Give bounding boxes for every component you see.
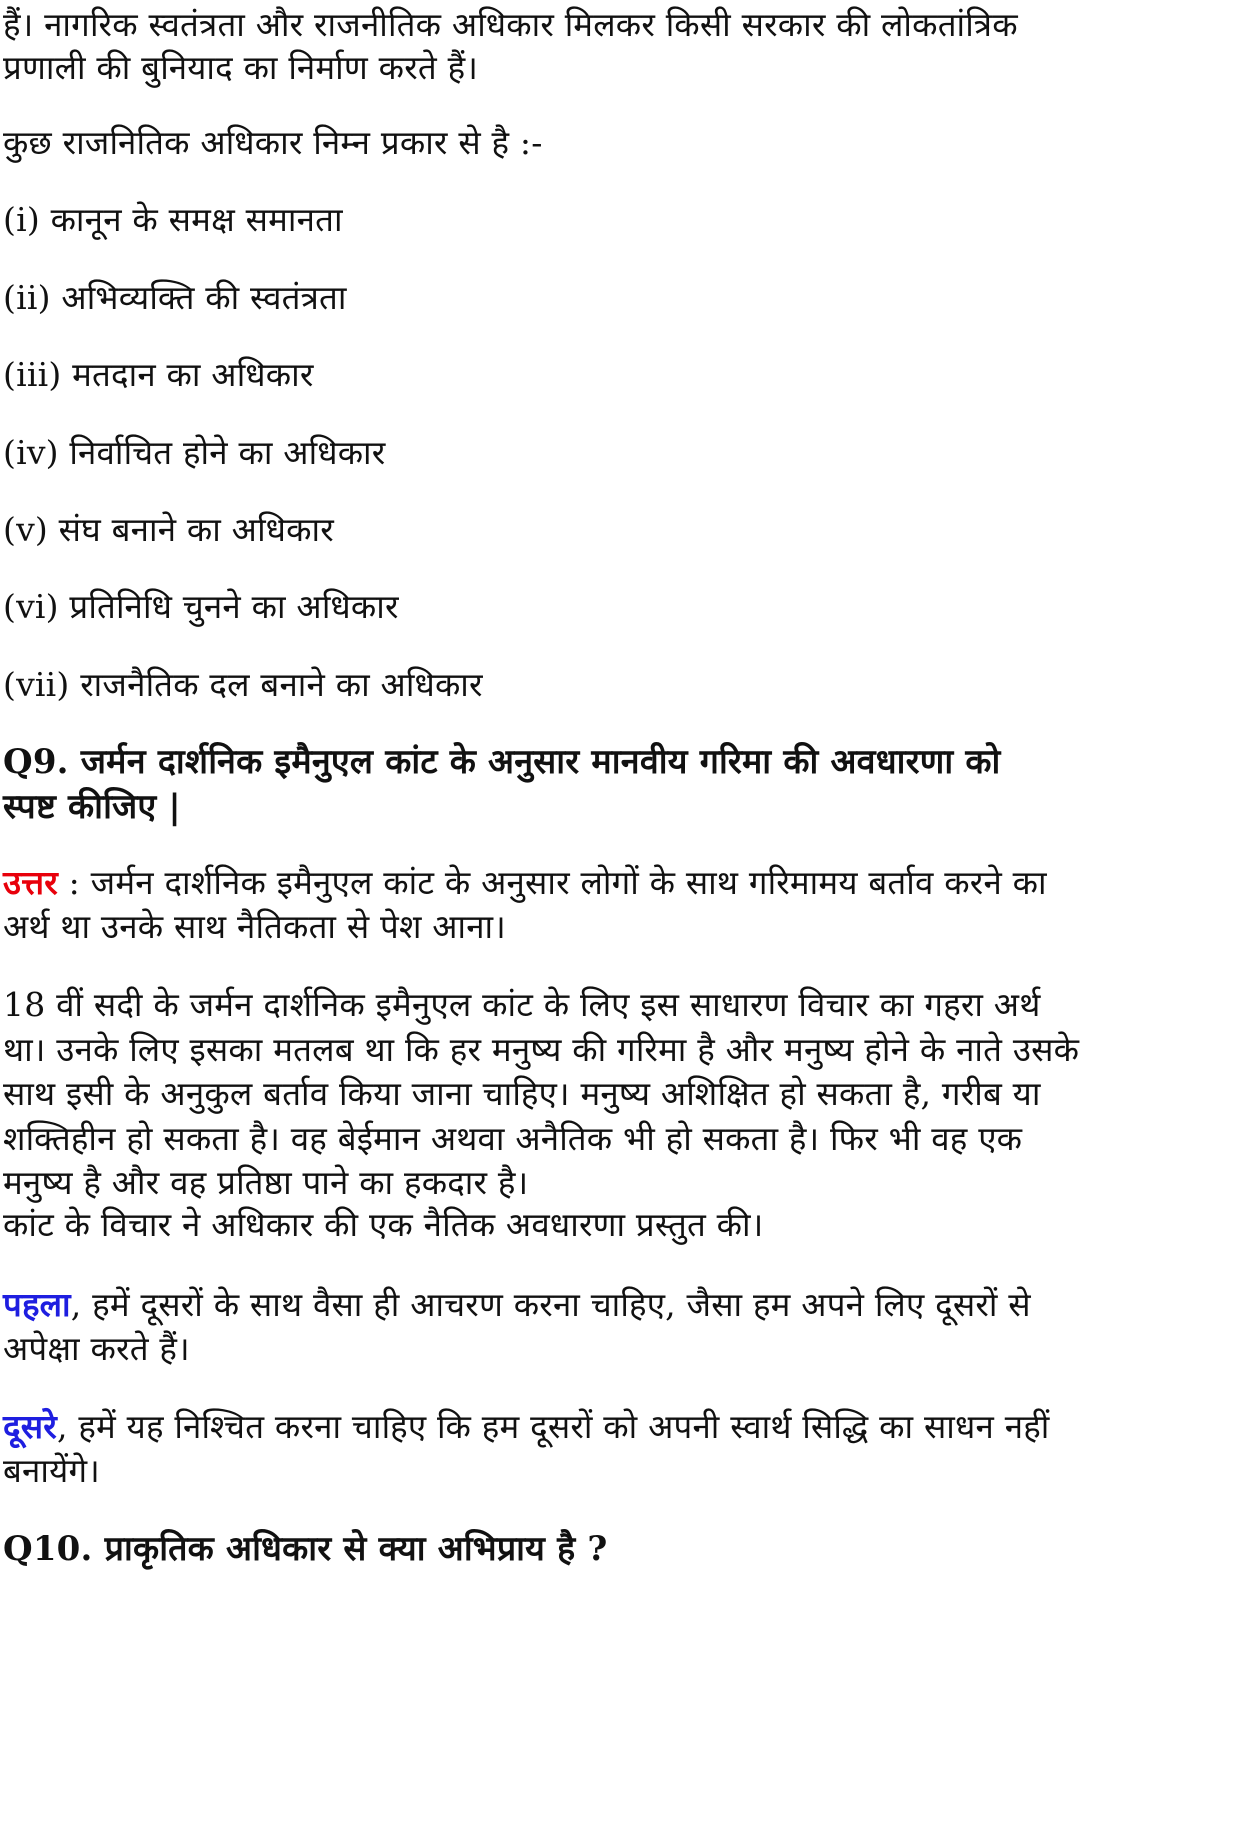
kant-para-line-3: साथ इसी के अनुकुल बर्ताव किया जाना चाहिए। मनुष्य अशिक्षित हो सकता है, गरीब या <box>3 1074 1041 1113</box>
first-text-1: , हमें दूसरों के साथ वैसा ही आचरण करना चाहिए, जैसा हम अपने लिए दूसरों से <box>70 1285 1031 1324</box>
second-line-2: बनायेंगे। <box>3 1451 100 1490</box>
answer-text-1: : जर्मन दार्शनिक इमैनुएल कांट के अनुसार लोगों के साथ गरिमामय बर्ताव करने का <box>57 863 1047 902</box>
kant-para-line-2: था। उनके लिए इसका मतलब था कि हर मनुष्य की गरिमा है और मनुष्य होने के नाते उसके <box>3 1030 1080 1069</box>
first-line-1 <box>3 1280 1253 1330</box>
intro-line-1: हैं। नागरिक स्वतंत्रता और राजनीतिक अधिकार मिलकर किसी सरकार की लोकतांत्रिक <box>3 5 1018 44</box>
kant-para-line-1: 18 वीं सदी के जर्मन दार्शनिक इमैनुएल कांट के लिए इस साधारण विचार का गहरा अर्थ <box>3 985 1041 1024</box>
answer-label: उत्तर <box>3 863 58 902</box>
question-10: Q10. प्राकृतिक अधिकार से क्या अभिप्राय है ? <box>3 1529 608 1569</box>
right-item-2: (ii) अभिव्यक्ति की स्वतंत्रता <box>3 278 347 317</box>
second-text-1: , हमें यह निश्चित करना चाहिए कि हम दूसरों को अपनी स्वार्थ सिद्धि का साधन नहीं <box>56 1407 1050 1446</box>
right-item-4: (iv) निर्वाचित होने का अधिकार <box>3 433 386 472</box>
question-9-line-1: Q9. जर्मन दार्शनिक इमैनुएल कांट के अनुसार मानवीय गरिमा की अवधारणा को <box>3 742 1001 782</box>
kant-para-line-5: मनुष्य है और वह प्रतिष्ठा पाने का हकदार है। <box>3 1163 529 1202</box>
first-line-2: अपेक्षा करते हैं। <box>3 1329 190 1368</box>
right-item-1: (i) कानून के समक्ष समानता <box>3 200 343 239</box>
intro-line-2: प्रणाली की बुनियाद का निर्माण करते हैं। <box>3 48 479 87</box>
kant-para-line-4: शक्तिहीन हो सकता है। वह बेईमान अथवा अनैतिक भी हो सकता है। फिर भी वह एक <box>3 1119 1023 1158</box>
answer-line-2: अर्थ था उनके साथ नैतिकता से पेश आना। <box>3 907 507 946</box>
right-item-5: (v) संघ बनाने का अधिकार <box>3 510 334 549</box>
answer-line-1 <box>3 858 1253 908</box>
kant-para-line-6: कांट के विचार ने अधिकार की एक नैतिक अवधारणा प्रस्तुत की। <box>3 1205 764 1244</box>
second-line-1 <box>3 1402 1253 1452</box>
right-item-6: (vi) प्रतिनिधि चुनने का अधिकार <box>3 587 399 626</box>
second-label: दूसरे <box>3 1407 57 1446</box>
right-item-3: (iii) मतदान का अधिकार <box>3 355 314 394</box>
right-item-7: (vii) राजनैतिक दल बनाने का अधिकार <box>3 665 483 704</box>
rights-list-intro: कुछ राजनितिक अधिकार निम्न प्रकार से है :- <box>3 123 543 162</box>
first-label: पहला <box>3 1285 71 1324</box>
question-9-line-2: स्पष्ट कीजिए | <box>3 787 181 827</box>
